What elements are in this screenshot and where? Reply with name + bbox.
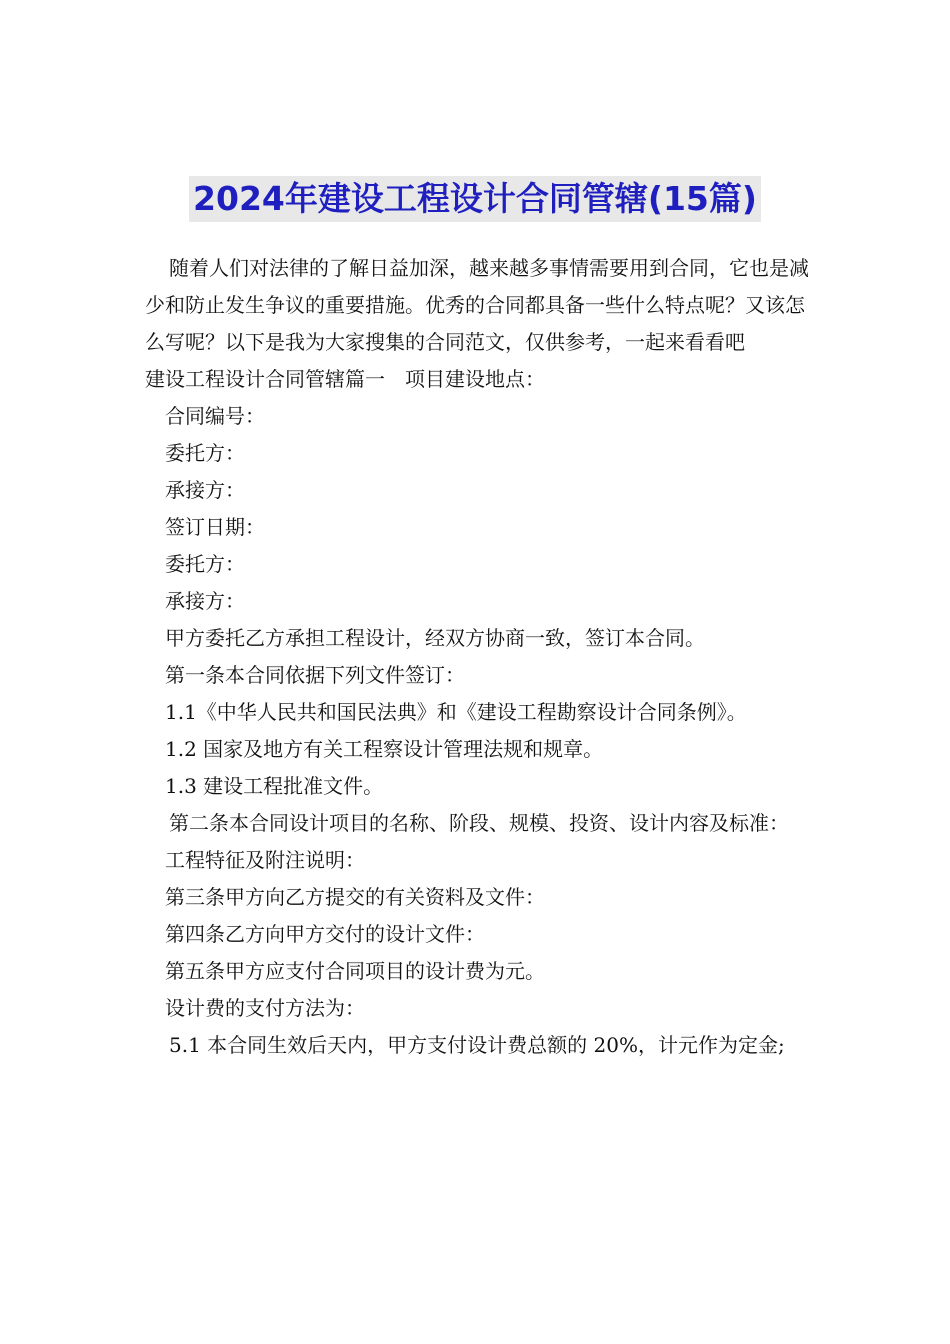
article-3: 第三条甲方向乙方提交的有关资料及文件： xyxy=(165,885,545,909)
document-title: 2024年建设工程设计合同管辖(15篇) xyxy=(189,176,761,222)
clause-5-1: 5.1 本合同生效后天内，甲方支付设计费总额的 20%，计元作为定金; xyxy=(169,1033,785,1057)
line-contractor-2: 承接方： xyxy=(165,589,245,613)
article-4: 第四条乙方向甲方交付的设计文件： xyxy=(165,922,485,946)
clause-1-2: 1.2 国家及地方有关工程察设计管理法规和规章。 xyxy=(165,737,604,761)
line-contractor: 承接方： xyxy=(165,478,245,502)
article-1: 第一条本合同依据下列文件签订： xyxy=(165,663,465,687)
clause-1-1: 1.1《中华人民共和国民法典》和《建设工程勘察设计合同条例》。 xyxy=(165,700,747,724)
article-5: 第五条甲方应支付合同项目的设计费为元。 xyxy=(165,959,545,983)
intro-paragraph: 随着人们对法律的了解日益加深，越来越多事情需要用到合同，它也是减少和防止发生争议的重要措施。优秀的合同都具备一些什么特点呢？又该怎么写呢？以下是我为大家搜集的合同范文，仅供参考，一起来看看吧 xyxy=(145,256,809,354)
line-client: 委托方： xyxy=(165,441,245,465)
line-sign-date: 签订日期： xyxy=(165,515,265,539)
title-wrap xyxy=(0,176,950,222)
line-project-features: 工程特征及附注说明： xyxy=(165,848,365,872)
line-payment-method: 设计费的支付方法为： xyxy=(165,996,365,1020)
article-2: 第二条本合同设计项目的名称、阶段、规模、投资、设计内容及标准： xyxy=(169,811,789,835)
line-contract-number: 合同编号： xyxy=(165,404,265,428)
line-client-2: 委托方： xyxy=(165,552,245,576)
document-body xyxy=(145,250,810,1064)
line-agreement: 甲方委托乙方承担工程设计，经双方协商一致，签订本合同。 xyxy=(165,626,705,650)
section-heading: 建设工程设计合同管辖篇一 项目建设地点： xyxy=(145,367,545,391)
clause-1-3: 1.3 建设工程批准文件。 xyxy=(165,774,384,798)
